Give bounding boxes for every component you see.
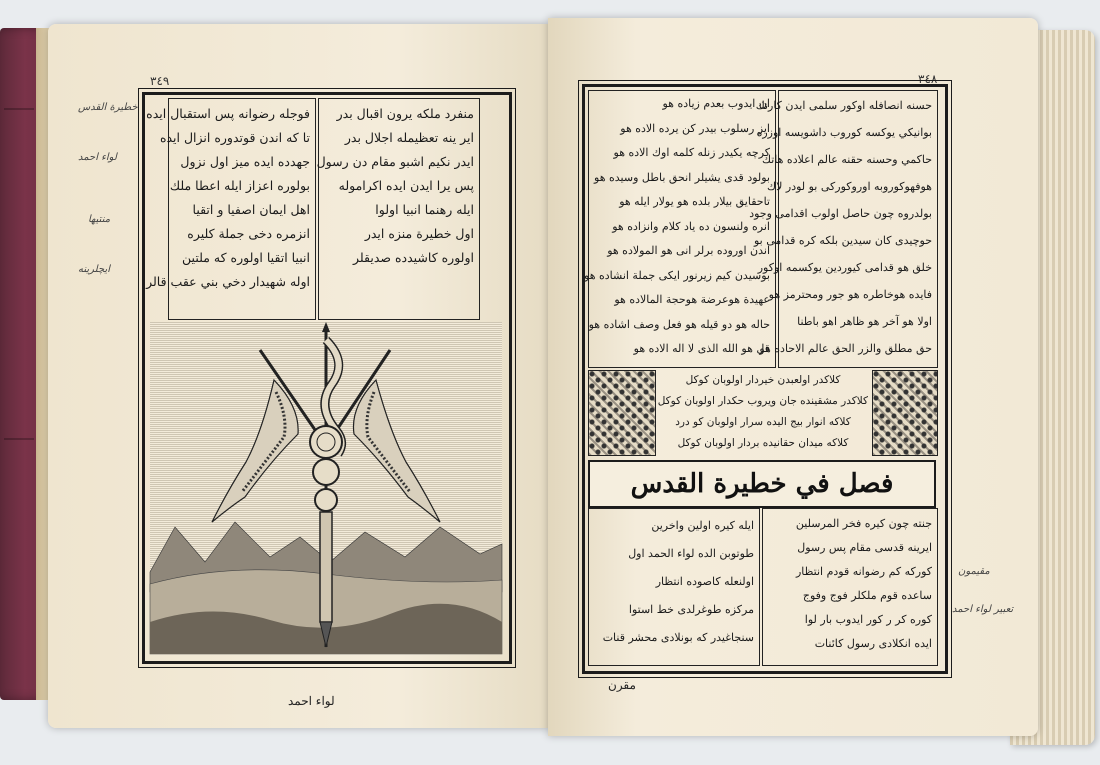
verse-line: جهدده ايده ميز اول نزول xyxy=(180,154,310,169)
middle-verse-block xyxy=(658,370,868,456)
verse-line: انره ولنسون ده ياد كلام وانزاده هو xyxy=(612,219,770,233)
left-page xyxy=(48,24,548,728)
verse-line: اولنعله كاصوده انتظار xyxy=(655,575,754,588)
right-banner xyxy=(353,380,440,522)
right-page xyxy=(548,18,1038,736)
ornament-panel-left xyxy=(588,370,656,456)
verse-line: ان ايدوب بعدم زياده هو xyxy=(662,97,770,110)
verse-column-left xyxy=(146,102,310,316)
verse-line: بولوره اعزاز ايله اعطا ملك xyxy=(169,178,310,193)
verse-column-right xyxy=(316,102,474,316)
verse-line: كلاكه ميدان حقانيده بردار اولوبان كوكل xyxy=(677,437,849,449)
margin-note: لواء احمد xyxy=(78,152,117,163)
verse-line: طوتوبن الده لواء الحمد اول xyxy=(628,547,754,560)
verse-line: حسنه انصافله اوكور سلمى ايدن كارنك xyxy=(755,99,932,112)
verse-line: حاله هو دو قيله هو فعل وصف اشاده هو xyxy=(588,317,770,331)
verse-line: انزمره دخى جملة كليره xyxy=(187,226,310,241)
verse-line: ايدر نكيم اشبو مقام دن رسول xyxy=(316,154,474,169)
verse-line: قل هو الله الذى لا اله الاده هو xyxy=(633,342,770,355)
left-banner xyxy=(212,380,298,522)
verse-line: هوفهوكوروبه اوروكوركى بو لودر لاك xyxy=(767,180,932,193)
verse-line: بوانيكي يوكسه كوروب داشويسه اوزره xyxy=(756,126,932,139)
verse-line: ايله كيره اولين واخرين xyxy=(651,519,754,532)
verse-line: بوسيدن كيم زيرنور ايكى جملة انشاده هو xyxy=(584,268,770,282)
finial xyxy=(322,322,330,332)
verse-line: كلاكه انوار بيج اليده سرار اولوبان كو درد xyxy=(675,416,851,428)
page-number: ٣٤٨ xyxy=(918,72,938,86)
standard-boss xyxy=(313,459,339,485)
verse-line: منفرد ملكه يرون اقبال بدر xyxy=(336,106,474,121)
verse-line: فوجله رضوانه پس استقبال ايده xyxy=(146,106,310,121)
plate-caption: لواء احمد xyxy=(288,694,335,708)
verse-line: تاحقايق بيلار بلده هو يولار ايله هو xyxy=(619,195,770,208)
verse-line: بولدروه چون حاصل اولوب اقدامى وجود xyxy=(749,207,932,220)
verse-line: عهيدة هوعرضة هوحجة المالاده هو xyxy=(614,293,770,306)
verse-column-right xyxy=(766,512,932,662)
verse-line: اهل ايمان اصفيا و اتقيا xyxy=(192,202,310,217)
cover-wear-mark xyxy=(4,438,34,440)
cover-wear-mark xyxy=(4,108,34,110)
verse-column-left xyxy=(592,512,754,662)
verse-line: ايز رسلوب بيدر كن يرده الاده هو xyxy=(620,121,770,135)
section-title: فصل في خطيرة القدس xyxy=(588,460,936,508)
verse-line: مركزه طوغرلدى خط استوا xyxy=(628,603,754,616)
verse-line: پس يرا ايدن ايده اكراموله xyxy=(338,178,474,193)
verse-line: خلق هو قدامى كيوردين يوكسمه اوكور xyxy=(757,261,932,274)
verse-line: اندن اوروده برلر انى هو المولاده هو xyxy=(607,244,770,257)
verse-line: كلاكدر مشقينده جان ويروب حكدار اولوبان كوكل xyxy=(657,395,868,407)
page-caption: مقرن xyxy=(608,678,636,692)
page-number: ٣٤٩ xyxy=(150,74,170,88)
margin-note: مقيمون xyxy=(958,566,990,577)
standard-boss xyxy=(315,489,337,511)
verse-line: حاكمي وحسنه حقنه عالم اعلاده هاتك xyxy=(761,153,932,166)
verse-line: ايده انكلادى رسول كائنات xyxy=(814,637,932,650)
margin-note: منتيها xyxy=(88,214,111,225)
verse-line: كرچه يكيدر زنله كلمه اوك الاده هو xyxy=(613,146,770,159)
standard-medallion xyxy=(310,426,342,458)
verse-line: حوچيدى كان سيدين بلكه كره قدامى بو xyxy=(753,234,932,247)
verse-line: ايله رهنما انبيا اولوا xyxy=(375,202,474,217)
margin-note: خطيرة القدس xyxy=(78,102,138,113)
verse-line: اول خطيرة منزه ايدر xyxy=(364,226,474,241)
verse-line: اير ينه تعظيمله اجلال بدر xyxy=(344,130,474,145)
ornament-panel-right xyxy=(872,370,938,456)
verse-line: جنته چون كيره فخر المرسلين xyxy=(795,517,932,530)
verse-line: سنجاغيدر كه بونلادى محشر قنات xyxy=(602,631,754,644)
verse-line: ساعده قوم ملكلر فوج وفوج xyxy=(802,589,932,602)
margin-note: تعبير لواء احمد xyxy=(952,604,1014,615)
verse-line: انبيا اتقيا اولوره كه ملتين xyxy=(182,250,310,265)
verse-line: كوركه كم رضوانه قودم انتظار xyxy=(795,565,932,578)
verse-column-right xyxy=(749,92,932,364)
verse-line: فايده هوخاطره هو جور ومحترمز هو xyxy=(768,288,932,301)
standard-shaft xyxy=(320,512,332,622)
verse-line: كوره كر ر كور ايدوب بار لوا xyxy=(804,613,932,626)
verse-line: ايرينه قدسى مقام پس رسول xyxy=(797,541,932,554)
verse-line: حق مطلق والزر الحق عالم الاحاده هو xyxy=(759,342,932,355)
verse-line: تا كه اندن قوتدوره انزال ايده xyxy=(159,130,310,145)
verse-column-left xyxy=(584,92,770,364)
verse-line: بولود قدى يشيلر انحق باطل وسيده هو xyxy=(594,170,770,184)
verse-line: اولوره كاشيدده صديقلر xyxy=(352,250,474,265)
verse-line: كلاكدر اولعبدن خيردار اولوبان كوكل xyxy=(685,374,841,386)
verse-line: اولا هو آخر هو ظاهر اهو باطنا xyxy=(797,315,932,328)
banner-illustration xyxy=(150,322,502,654)
banner-engraving xyxy=(150,322,502,654)
margin-note: ايچلرينه xyxy=(78,264,111,275)
verse-line: اوله شهيدار دخي بني عقب قالر xyxy=(146,274,310,289)
